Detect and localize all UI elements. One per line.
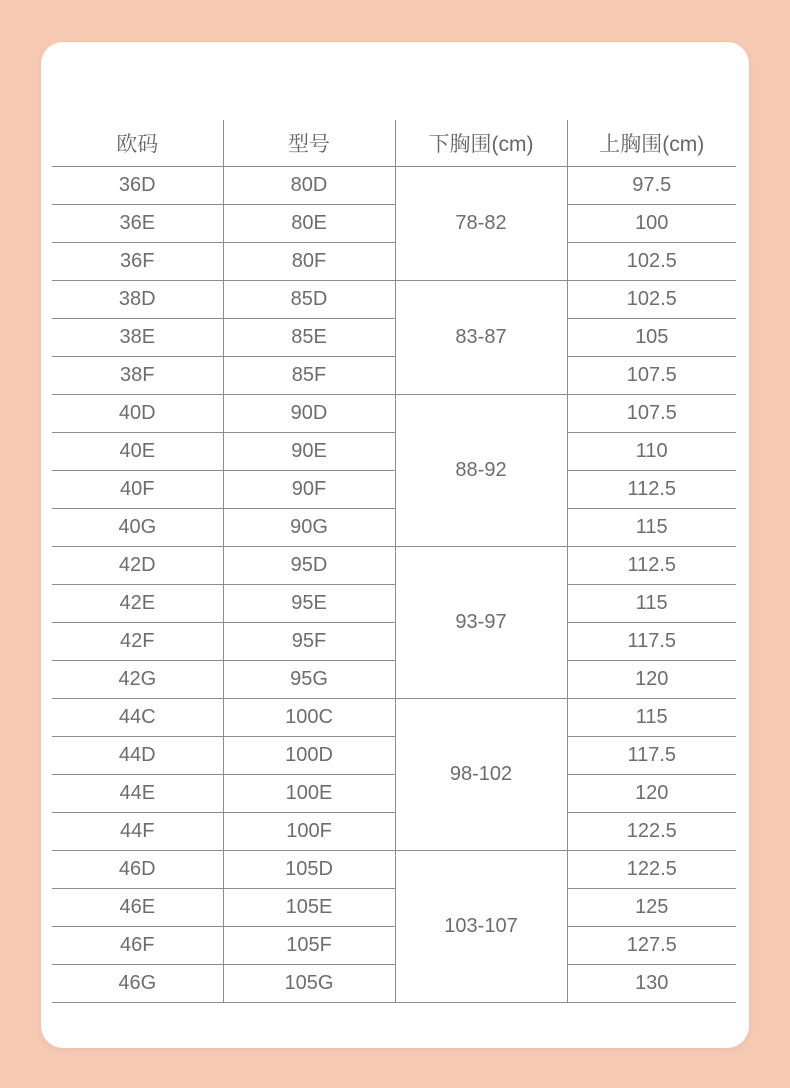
cell-overbust: 107.5: [567, 395, 736, 433]
cell-model: 95F: [223, 623, 395, 661]
cell-overbust: 115: [567, 509, 736, 547]
table-row: [52, 167, 736, 205]
table-row: [52, 775, 736, 813]
cell-overbust: 117.5: [567, 623, 736, 661]
cell-model: 80D: [223, 167, 395, 205]
header-eu-size: 欧码: [52, 120, 223, 167]
table-row: [52, 319, 736, 357]
header-overbust: 上胸围(cm): [567, 120, 736, 167]
cell-model: 80E: [223, 205, 395, 243]
cell-model: 105F: [223, 927, 395, 965]
cell-overbust: 112.5: [567, 547, 736, 585]
table-row: [52, 471, 736, 509]
cell-eu-size: 42G: [52, 661, 223, 699]
cell-eu-size: 40F: [52, 471, 223, 509]
cell-model: 100C: [223, 699, 395, 737]
table-body: [52, 167, 736, 1003]
cell-model: 90D: [223, 395, 395, 433]
cell-overbust: 122.5: [567, 851, 736, 889]
cell-overbust: 130: [567, 965, 736, 1003]
table-row: [52, 623, 736, 661]
cell-overbust: 105: [567, 319, 736, 357]
table-row: [52, 965, 736, 1003]
table-row: [52, 889, 736, 927]
table-row: [52, 243, 736, 281]
cell-overbust: 115: [567, 585, 736, 623]
cell-overbust: 97.5: [567, 167, 736, 205]
cell-model: 100F: [223, 813, 395, 851]
cell-model: 85E: [223, 319, 395, 357]
cell-eu-size: 46F: [52, 927, 223, 965]
table-row: [52, 281, 736, 319]
table-row: [52, 357, 736, 395]
cell-overbust: 120: [567, 661, 736, 699]
cell-eu-size: 36D: [52, 167, 223, 205]
table-row: [52, 547, 736, 585]
cell-model: 100E: [223, 775, 395, 813]
table-header-row: [52, 120, 736, 167]
cell-eu-size: 36E: [52, 205, 223, 243]
cell-eu-size: 42E: [52, 585, 223, 623]
table-row: [52, 927, 736, 965]
table-row: [52, 509, 736, 547]
cell-model: 105G: [223, 965, 395, 1003]
cell-overbust: 117.5: [567, 737, 736, 775]
cell-underbust-range: 98-102: [395, 699, 567, 851]
cell-model: 90F: [223, 471, 395, 509]
cell-overbust: 110: [567, 433, 736, 471]
cell-eu-size: 40D: [52, 395, 223, 433]
cell-eu-size: 44C: [52, 699, 223, 737]
cell-model: 80F: [223, 243, 395, 281]
cell-model: 105D: [223, 851, 395, 889]
cell-overbust: 125: [567, 889, 736, 927]
cell-eu-size: 38D: [52, 281, 223, 319]
cell-underbust-range: 78-82: [395, 167, 567, 281]
cell-eu-size: 38E: [52, 319, 223, 357]
cell-eu-size: 42D: [52, 547, 223, 585]
cell-eu-size: 36F: [52, 243, 223, 281]
cell-overbust: 127.5: [567, 927, 736, 965]
cell-eu-size: 44D: [52, 737, 223, 775]
cell-underbust-range: 83-87: [395, 281, 567, 395]
cell-model: 105E: [223, 889, 395, 927]
table-row: [52, 395, 736, 433]
size-table: [52, 120, 736, 1003]
cell-eu-size: 40G: [52, 509, 223, 547]
cell-overbust: 122.5: [567, 813, 736, 851]
cell-underbust-range: 88-92: [395, 395, 567, 547]
cell-overbust: 115: [567, 699, 736, 737]
cell-eu-size: 46D: [52, 851, 223, 889]
cell-eu-size: 46G: [52, 965, 223, 1003]
table-row: [52, 813, 736, 851]
cell-model: 95G: [223, 661, 395, 699]
size-chart-card: [41, 42, 749, 1048]
cell-overbust: 120: [567, 775, 736, 813]
cell-eu-size: 44F: [52, 813, 223, 851]
table-row: [52, 585, 736, 623]
table-row: [52, 737, 736, 775]
cell-underbust-range: 93-97: [395, 547, 567, 699]
cell-model: 90G: [223, 509, 395, 547]
table-row: [52, 851, 736, 889]
cell-overbust: 112.5: [567, 471, 736, 509]
cell-eu-size: 40E: [52, 433, 223, 471]
cell-model: 90E: [223, 433, 395, 471]
cell-overbust: 102.5: [567, 243, 736, 281]
cell-overbust: 107.5: [567, 357, 736, 395]
cell-eu-size: 46E: [52, 889, 223, 927]
cell-overbust: 102.5: [567, 281, 736, 319]
header-model: 型号: [223, 120, 395, 167]
cell-eu-size: 38F: [52, 357, 223, 395]
cell-underbust-range: 103-107: [395, 851, 567, 1003]
table-row: [52, 699, 736, 737]
cell-model: 85D: [223, 281, 395, 319]
cell-model: 100D: [223, 737, 395, 775]
cell-model: 95D: [223, 547, 395, 585]
cell-eu-size: 44E: [52, 775, 223, 813]
cell-overbust: 100: [567, 205, 736, 243]
cell-model: 95E: [223, 585, 395, 623]
header-underbust: 下胸围(cm): [395, 120, 567, 167]
cell-eu-size: 42F: [52, 623, 223, 661]
table-row: [52, 433, 736, 471]
table-row: [52, 205, 736, 243]
table-row: [52, 661, 736, 699]
cell-model: 85F: [223, 357, 395, 395]
